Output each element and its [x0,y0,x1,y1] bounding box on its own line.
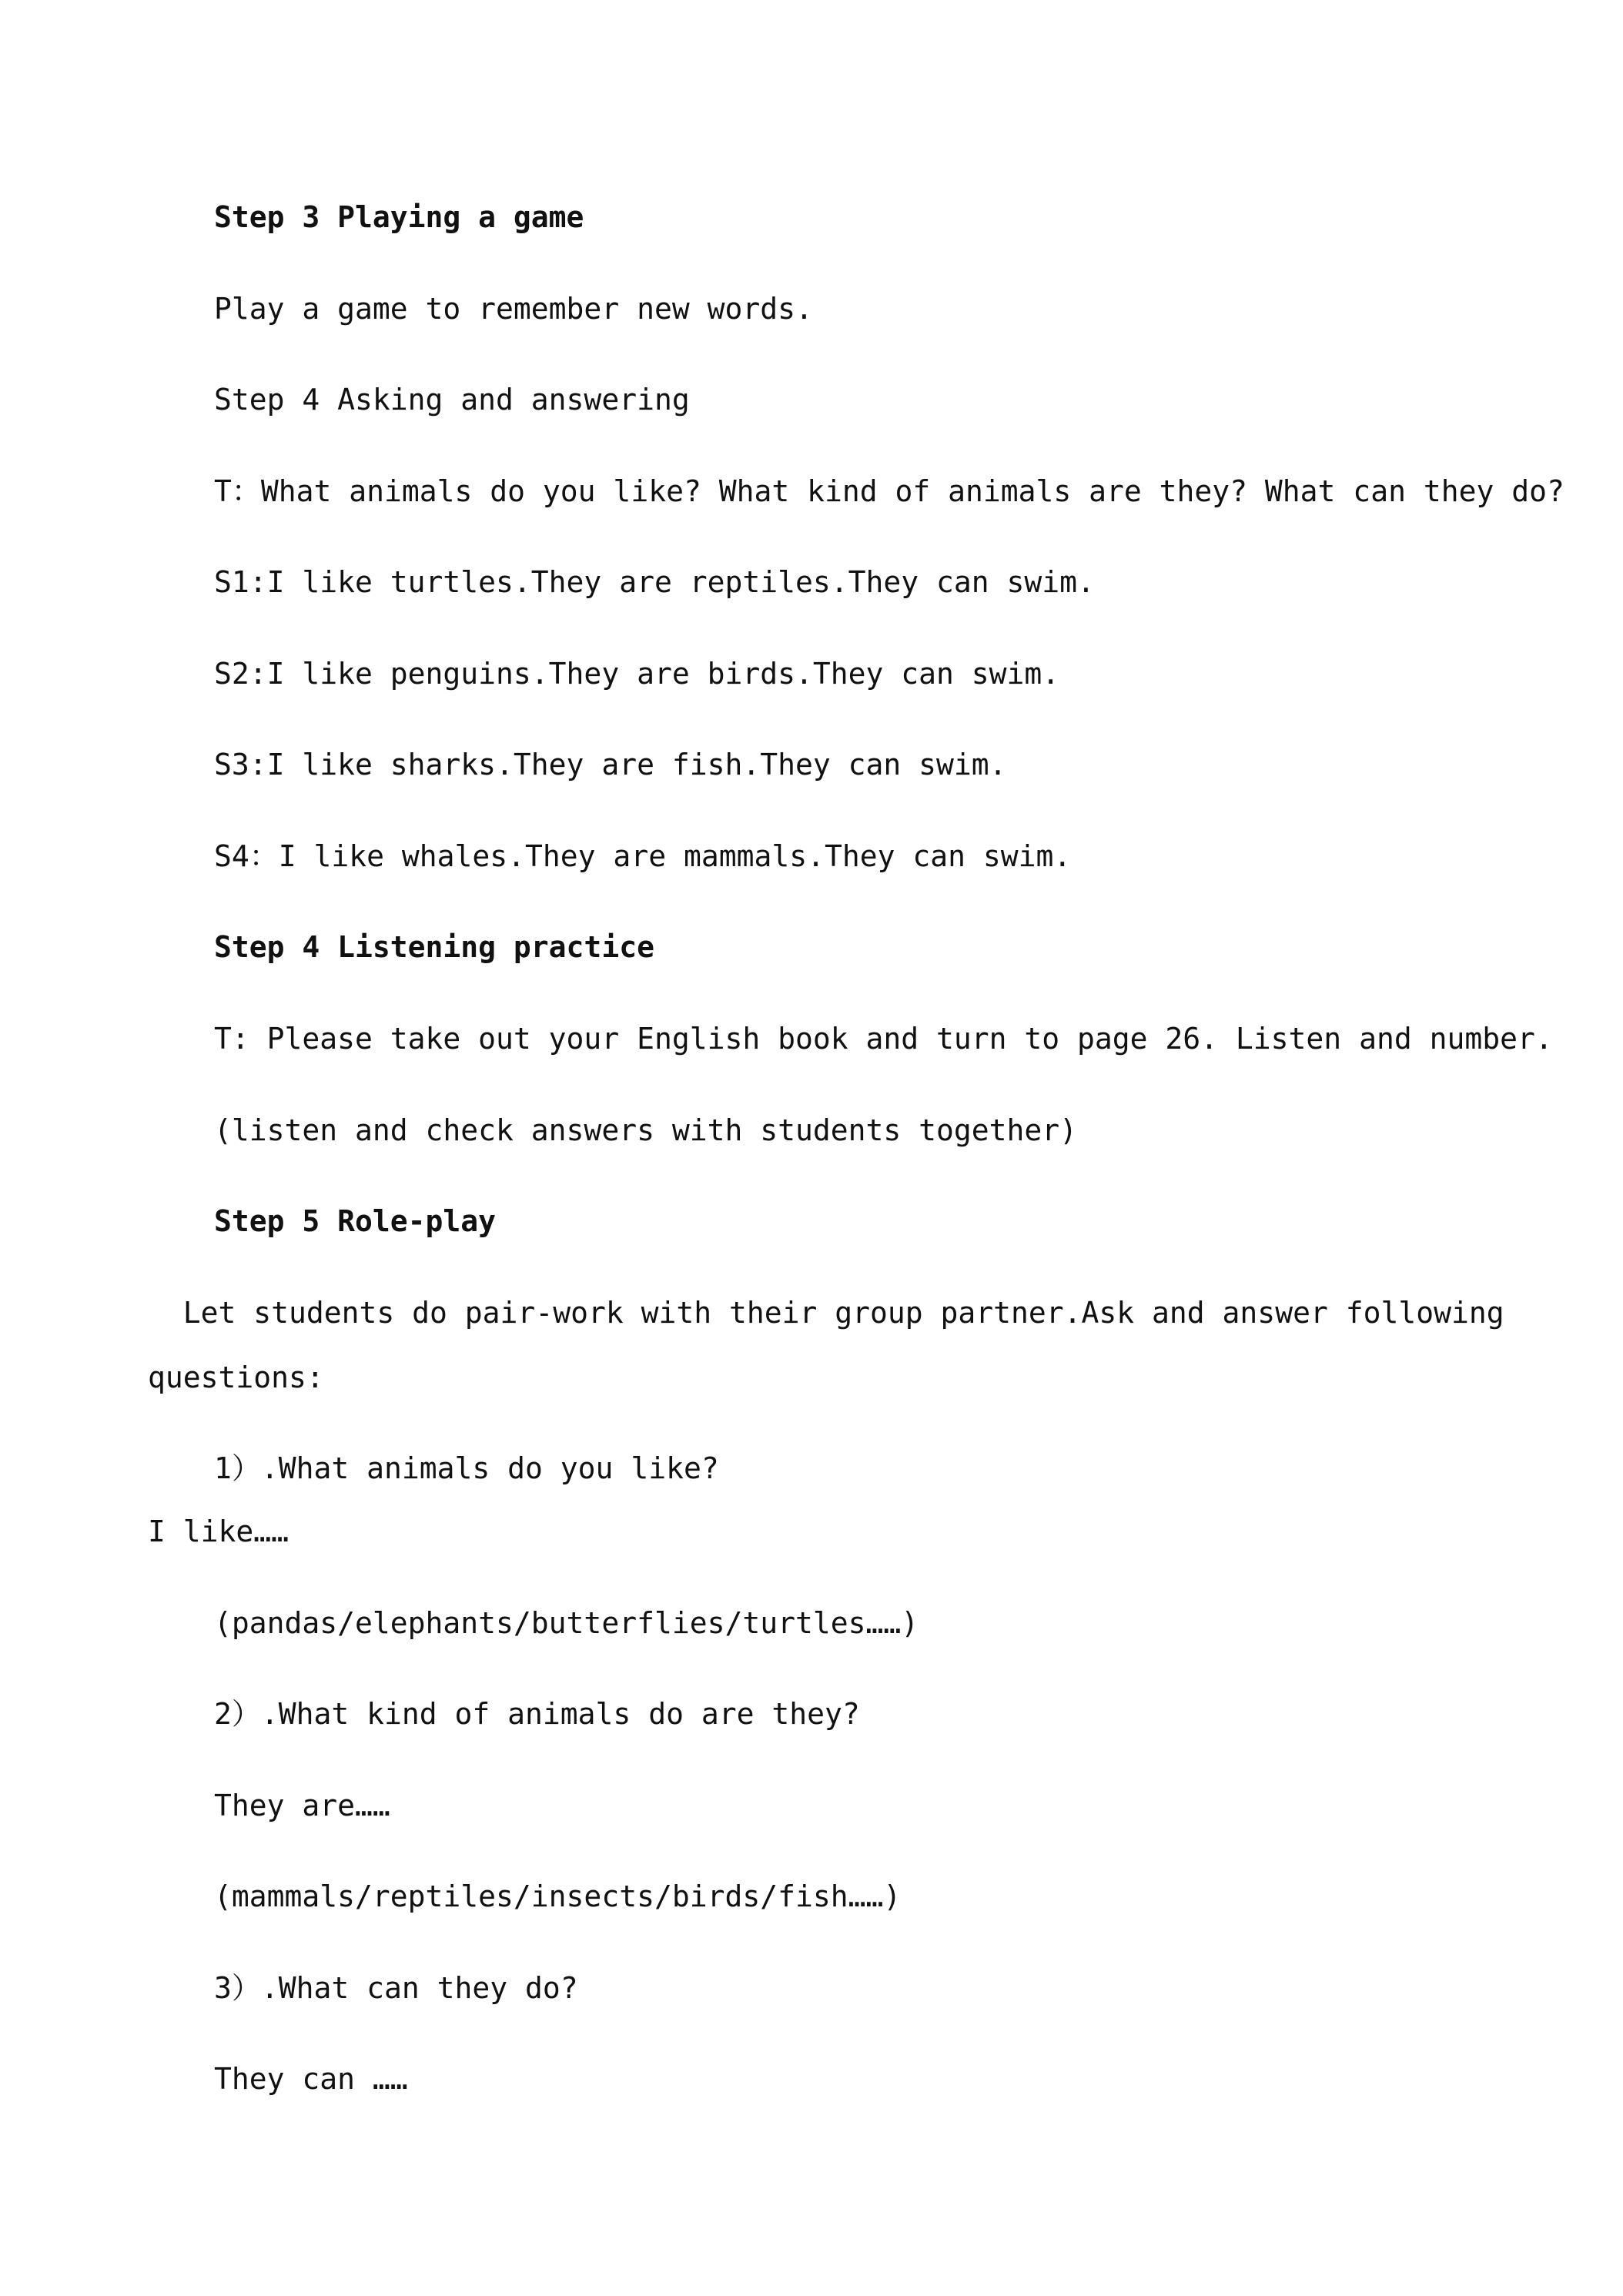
question-2: 2）.What kind of animals do are they? [214,1697,860,1731]
student-3-answer: S3:I like sharks.They are fish.They can swim. [214,748,1007,782]
question-1: 1）.What animals do you like? [214,1451,719,1485]
step-3-instruction: Play a game to remember new words. [214,292,813,326]
answer-3-stem: They can …… [214,2062,408,2096]
answer-2-stem: They are…… [214,1789,390,1822]
teacher-question-line: T：What animals do you like? What kind of animals are they? What can they do? [214,474,1564,508]
teacher-listening-instruction: T: Please take out your English book and turn to page 26. Listen and number. [214,1022,1553,1056]
student-2-answer: S2:I like penguins.They are birds.They can swim. [214,657,1060,691]
question-3: 3）.What can they do? [214,1971,578,2005]
step-4-heading-listening: Step 4 Listening practice [214,930,654,964]
answer-1-options: (pandas/elephants/butterflies/turtles……) [214,1606,919,1640]
student-1-answer: S1:I like turtles.They are reptiles.They can swim. [214,565,1095,599]
answer-2-options: (mammals/reptiles/insects/birds/fish……) [214,1879,902,1913]
step-5-heading: Step 5 Role-play [214,1204,497,1238]
listening-note: (listen and check answers with students together) [214,1113,1078,1147]
role-play-instruction: Let students do pair-work with their group partner.Ask and answer following [148,1296,1504,1330]
answer-1-stem: I like…… [148,1514,289,1548]
student-4-answer: S4：I like whales.They are mammals.They can swim. [214,839,1072,873]
step-3-heading: Step 3 Playing a game [214,200,584,234]
role-play-instruction-continued: questions: [148,1361,324,1394]
step-4-heading-asking: Step 4 Asking and answering [214,383,690,417]
